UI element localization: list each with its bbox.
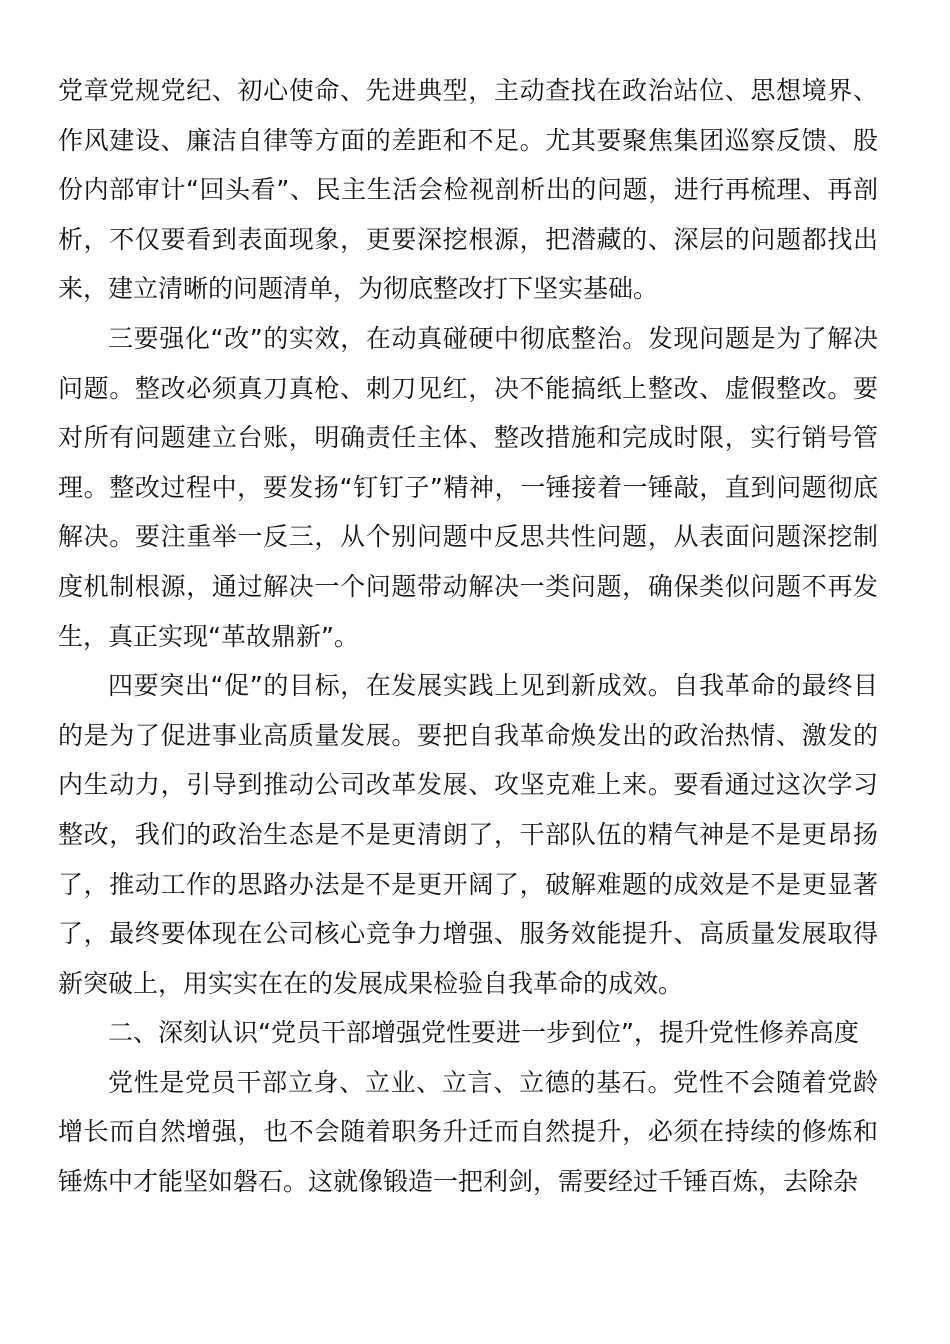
paragraph-party-spirit: 党性是党员干部立身、立业、立言、立德的基石。党性不会随着党龄增长而自然增强，也不会随着职务升迁而自然提升，必须在持续的修炼和锤炼中才能坚如磐石。这就像锻造一把利剑，需要经过千锤百炼，去除杂	[58, 1067, 878, 1197]
document-page	[58, 66, 878, 1207]
paragraph-point-four: 四要突出“促”的目标，在发展实践上见到新成效。自我革命的最终目的是为了促进事业高质量发展。要把自我革命焕发出的政治热情、激发的内生动力，引导到推动公司改革发展、攻坚克难上来。要看通过这次学习整改，我们的政治生态是不是更清朗了，干部队伍的精气神是不是更昂扬了，推动工作的思路办法是不是更开阔了，破解难题的成效是不是更显著了，最终要体现在公司核心竞争力增强、服务效能提升、高质量发展取得新突破上，用实实在在的发展成果检验自我革命的成效。	[58, 671, 878, 998]
paragraph-point-three: 三要强化“改”的实效，在动真碰硬中彻底整治。发现问题是为了解决问题。整改必须真刀真枪、刺刀见红，决不能搞纸上整改、虚假整改。要对所有问题建立台账，明确责任主体、整改措施和完成时限，实行销号管理。整改过程中，要发扬“钉钉子”精神，一锤接着一锤敲，直到问题彻底解决。要注重举一反三，从个别问题中反思共性问题，从表面问题深挖制度机制根源，通过解决一个问题带动解决一类问题，确保类似问题不再发生，真正实现“革故鼎新”。	[58, 323, 878, 651]
section-heading-two: 二、深刻认识“党员干部增强党性要进一步到位”，提升党性修养高度	[108, 1018, 859, 1048]
paragraph-continuation: 党章党规党纪、初心使命、先进典型，主动查找在政治站位、思想境界、作风建设、廉洁自律等方面的差距和不足。尤其要聚焦集团巡察反馈、股份内部审计“回头看”、民主生活会检视剖析出的问题，进行再梳理、再剖析，不仅要看到表面现象，更要深挖根源，把潜藏的、深层的问题都找出来，建立清晰的问题清单，为彻底整改打下坚实基础。	[58, 76, 878, 304]
